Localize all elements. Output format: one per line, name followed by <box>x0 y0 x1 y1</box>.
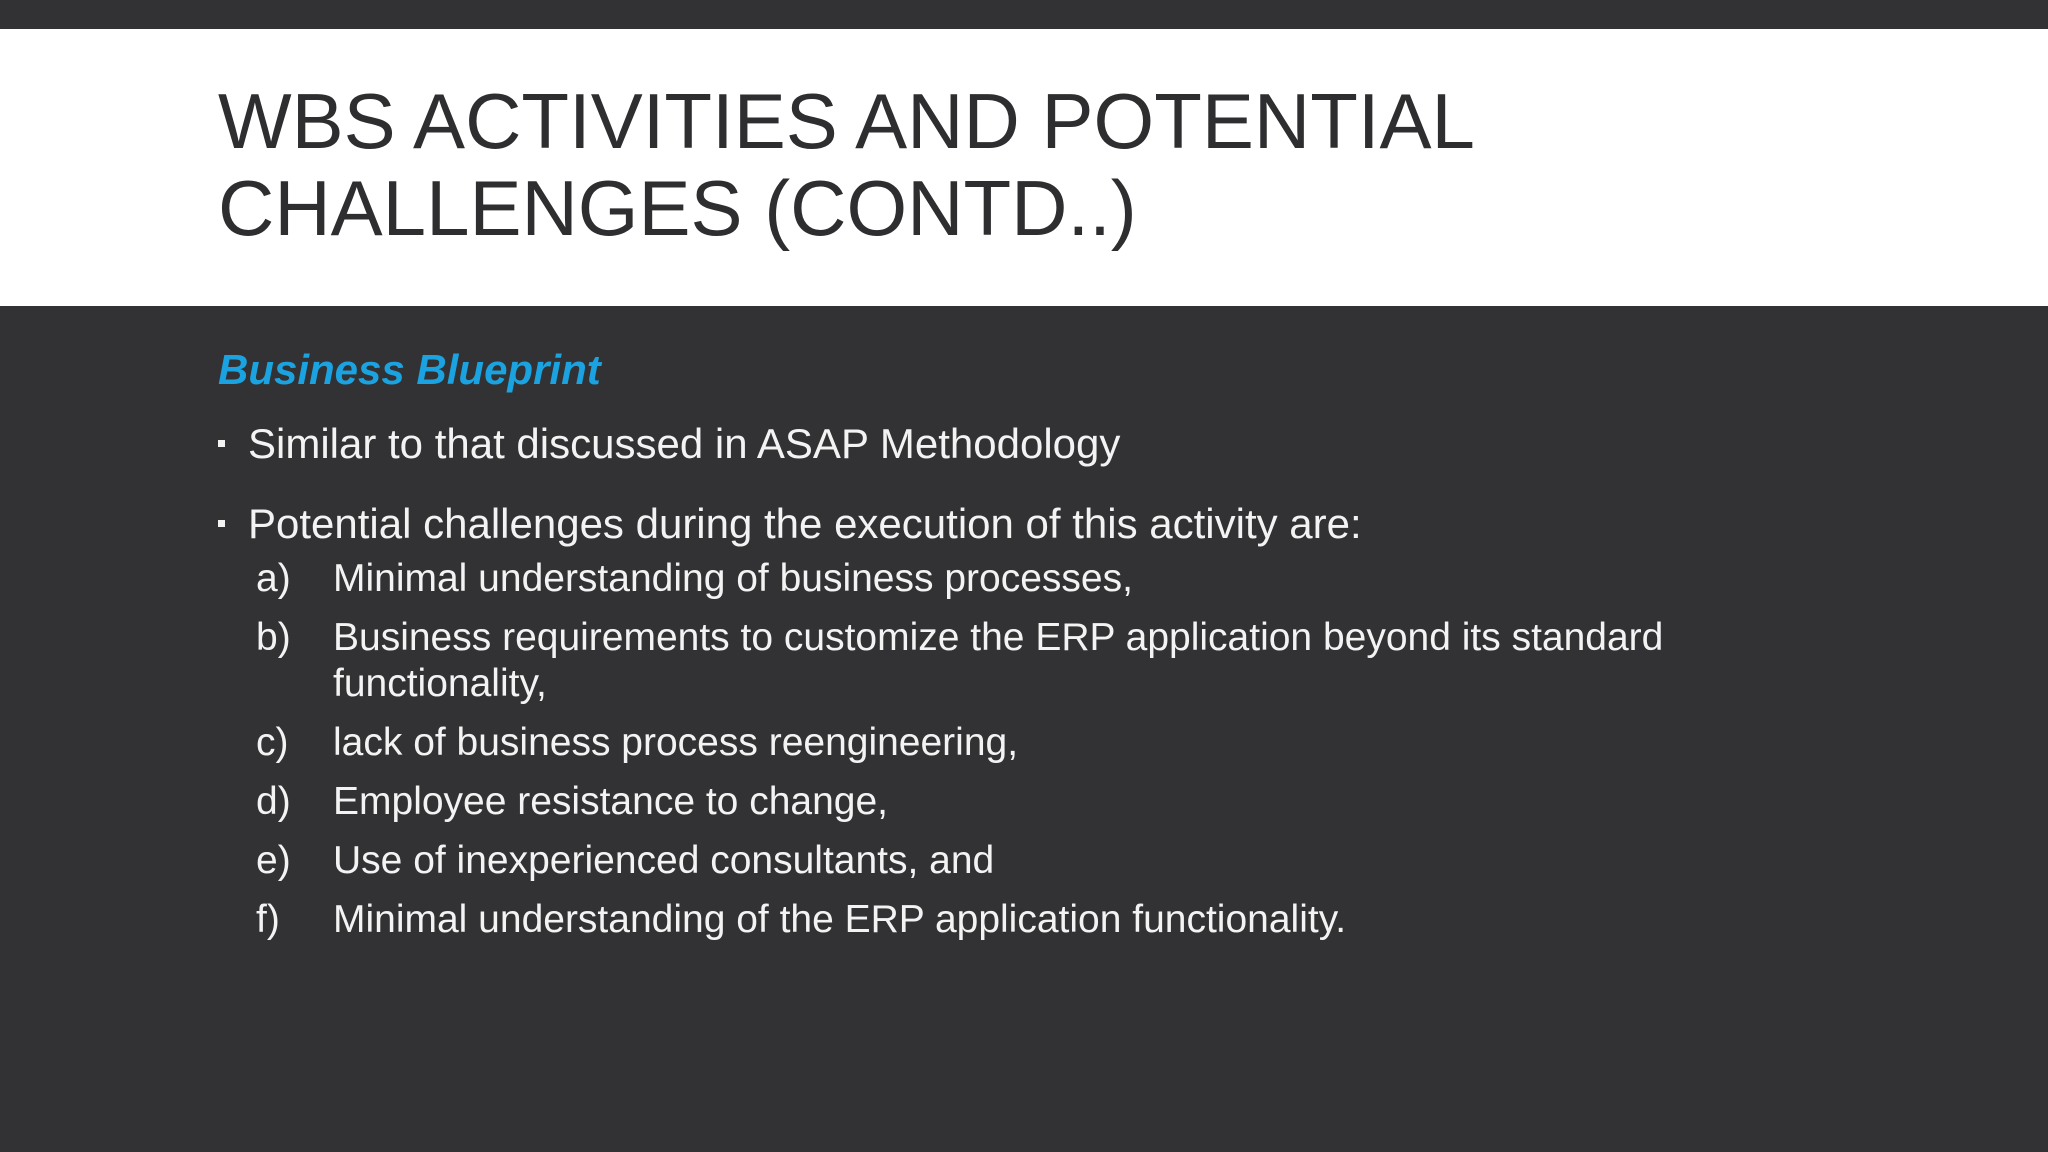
challenge-text: Minimal understanding of business processes, <box>333 557 1133 600</box>
challenge-item <box>256 779 1818 825</box>
challenge-list <box>256 556 1818 943</box>
challenge-text: Use of inexperienced consultants, and <box>333 839 995 882</box>
slide-title: WBS ACTIVITIES AND POTENTIAL CHALLENGES (CONTD..) <box>218 77 1473 252</box>
list-letter: f) <box>256 898 280 941</box>
challenge-item <box>256 615 1818 707</box>
challenge-item <box>256 720 1818 766</box>
challenge-text: Employee resistance to change, <box>333 780 888 823</box>
challenge-item <box>256 897 1818 943</box>
bullet-item <box>218 418 1818 470</box>
section-heading: Business Blueprint <box>218 346 601 393</box>
challenge-item <box>256 556 1818 602</box>
square-bullet-icon <box>218 520 225 527</box>
challenge-text: lack of business process reengineering, <box>333 721 1019 764</box>
bullet-item <box>218 498 1818 943</box>
list-letter: b) <box>256 616 291 659</box>
challenge-text: Minimal understanding of the ERP application functionality. <box>333 898 1347 941</box>
bullet-text: Similar to that discussed in ASAP Methodology <box>248 420 1121 467</box>
challenge-item <box>256 838 1818 884</box>
challenge-text: Business requirements to customize the ERP application beyond its standard functionality, <box>333 616 1664 705</box>
list-letter: c) <box>256 721 289 764</box>
list-letter: e) <box>256 839 291 882</box>
list-letter: a) <box>256 557 291 600</box>
list-letter: d) <box>256 780 291 823</box>
bullet-list <box>218 418 1818 956</box>
square-bullet-icon <box>218 440 225 447</box>
bullet-text: Potential challenges during the execution of this activity are: <box>248 500 1362 547</box>
